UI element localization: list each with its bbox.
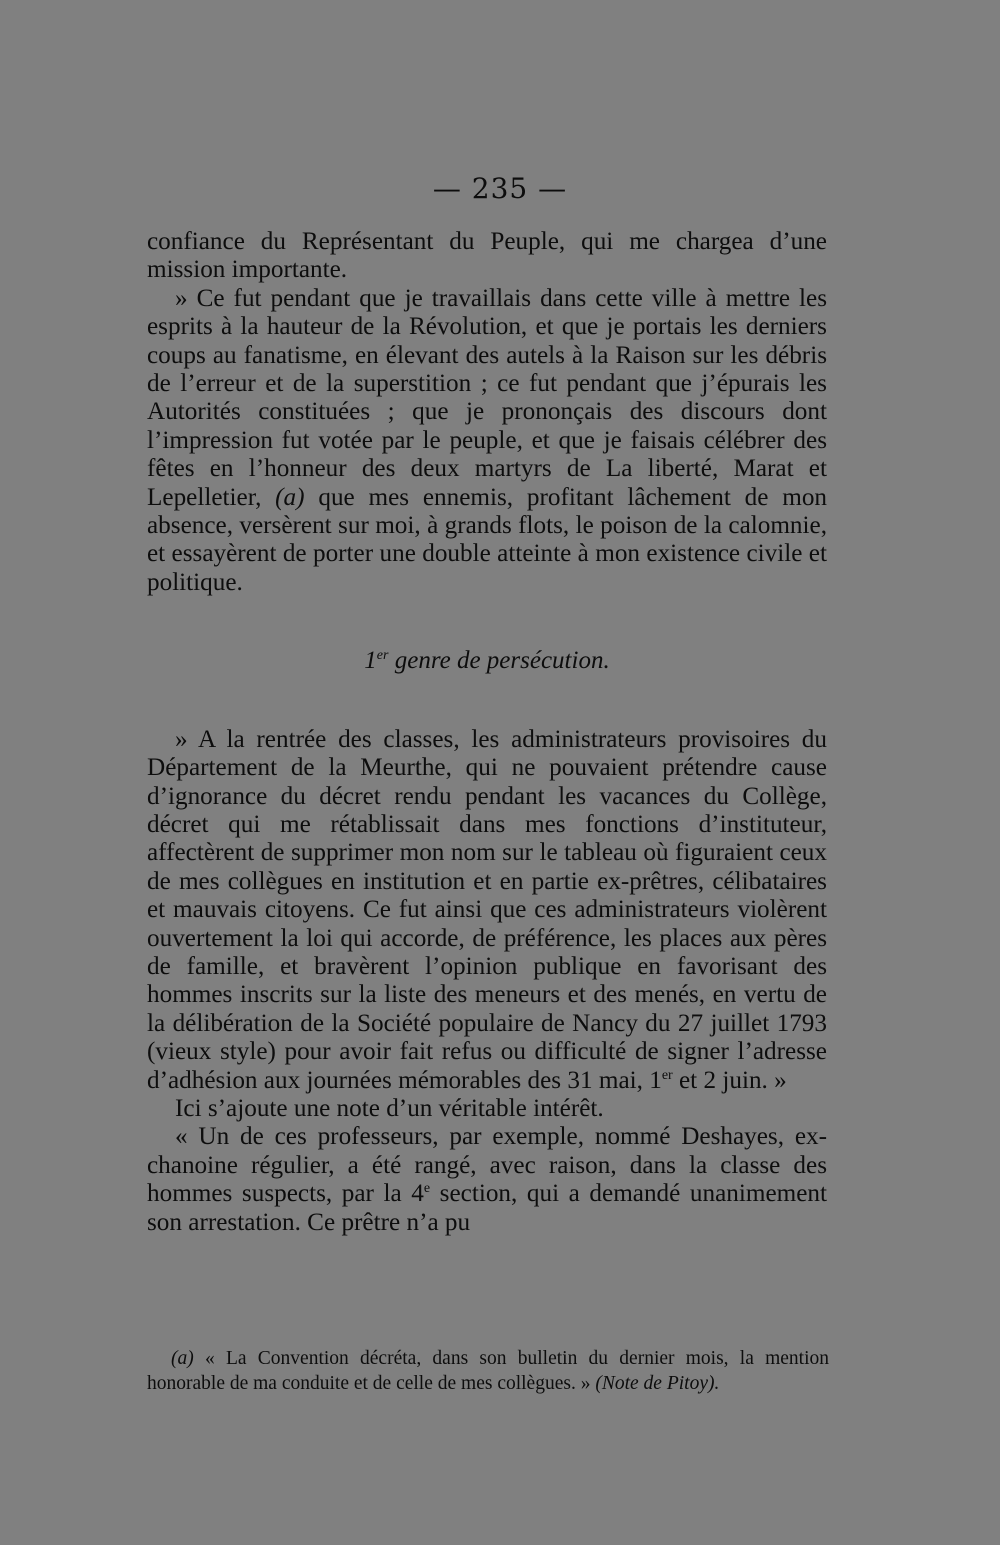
paragraph-text: » A la rentrée des classes, les administrateurs provisoires du Département de la Meurthe, qui ne pouvaient prétendre cause d’ignorance du décret rendu pendant les vacances du Collège, décret qui me rétablissait dans mes fonctions d’instituteur, affectèrent de supprimer mon nom sur le tableau où figuraient ceux de mes collègues en institution et en partie ex-prêtres, célibataires et mauvais citoyens. Ce fut ainsi que ces administrateurs violèrent ouvertement la loi qui accorde, de préférence, les places aux pères de famille, et bravèrent l’opinion publique en favorisant des hommes inscrits sur la liste des meneurs et des menés, en vertu de la délibération de la Société populaire de Nancy du 27 juillet 1793 (vieux style) pour avoir fait refus ou difficulté de signer l’adresse d’adhésion aux journées mémorables des 31 mai, 1 [147, 725, 827, 1094]
heading-number: 1 [364, 647, 377, 675]
paragraph-persecution [147, 726, 827, 1095]
footnote-paragraph [147, 1346, 829, 1396]
main-text [147, 228, 827, 1237]
paragraph-text: confiance du Représentant du Peuple, qui me chargea d’une mission importante. [147, 228, 827, 284]
footnote-marker: (a) [171, 1348, 194, 1369]
footnote-source: (Note de Pitoy). [595, 1373, 720, 1394]
section-heading [147, 647, 827, 675]
paragraph-deshayes [147, 1123, 827, 1237]
paragraph-text: « Un de ces professeurs, par exemple, nommé Deshayes, ex-chanoine régulier, a été rangé, avec raison, dans la classe des hommes suspects, par la 4 [147, 1123, 827, 1208]
paragraph-text: que mes ennemis, profitant lâchement de mon absence, versèrent sur moi, à grands flots, le poison de la calomnie, et essayèrent de porter une double atteinte à mon existence civile et politique. [147, 483, 828, 596]
paragraph-text: Ici s’ajoute une note d’un véritable intérêt. [175, 1094, 604, 1122]
heading-text: genre de persécution. [394, 647, 610, 675]
footnote [147, 1346, 829, 1396]
page-number: — 235 — [432, 172, 568, 205]
paragraph-text: section, qui a demandé unanimement son arrestation. Ce prêtre n’a pu [147, 1180, 828, 1236]
footnote-text: « La Convention décréta, dans son bulletin du dernier mois, la mention honorable de ma conduite et de celle de mes collègues. » [147, 1348, 830, 1394]
paragraph-text: » Ce fut pendant que je travaillais dans cette ville à mettre les esprits à la hauteur de la Révolution, et que je portais les derniers coups au fanatisme, en élevant des autels à la Raison sur les débris de l’erreur et de la superstition ; ce fut pendant que j’épurais les Autorités constituées ; que je prononçais des discours dont l’impression fut votée par le peuple, et que je faisais célébrer des fêtes en l’honneur des deux martyrs de La liberté, Marat et Lepelletier, [147, 284, 827, 511]
heading-superscript: er [376, 648, 389, 664]
superscript: er [661, 1067, 673, 1083]
superscript: e [423, 1181, 431, 1197]
paragraph-mission [147, 285, 827, 597]
paragraph-continuation [147, 228, 827, 285]
footnote-reference: (a) [275, 483, 305, 511]
paragraph-text: et 2 juin. » [679, 1066, 787, 1094]
paragraph-note-intro [147, 1095, 827, 1123]
